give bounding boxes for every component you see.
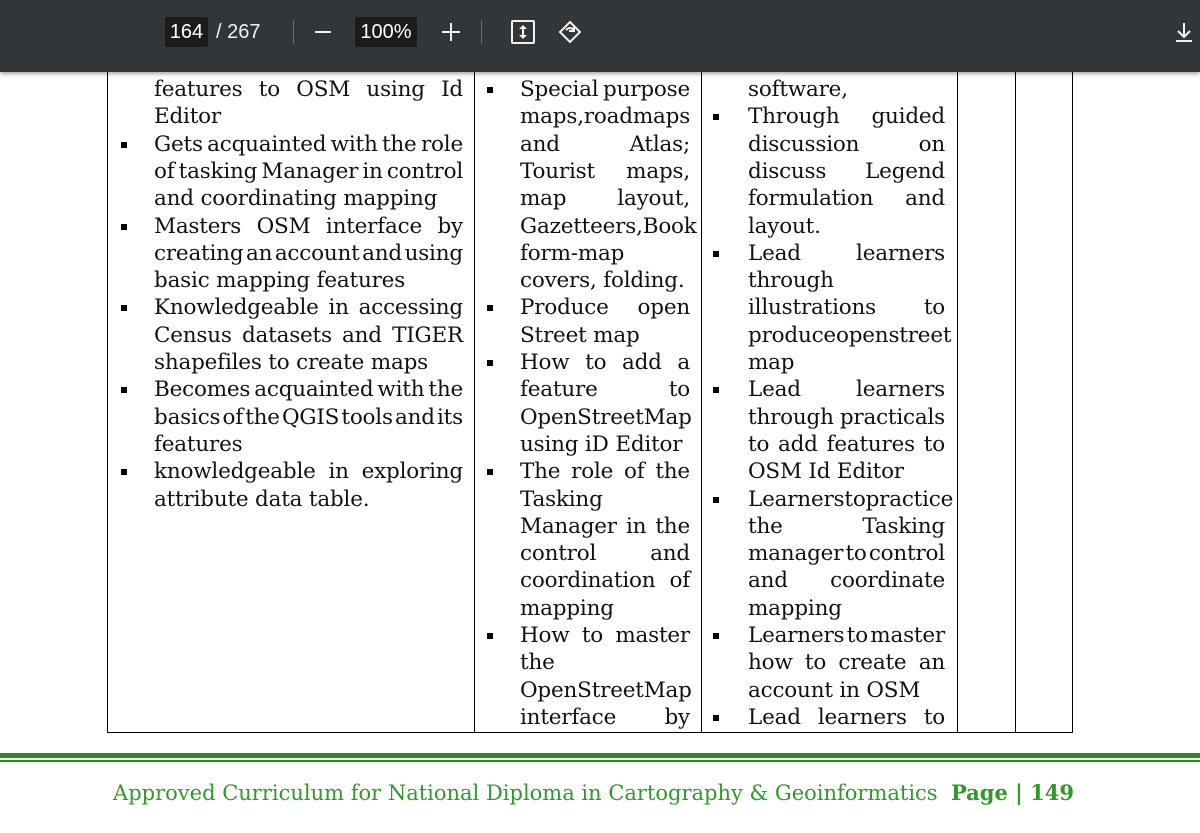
text-line: Street map — [520, 322, 640, 348]
bullet-icon — [713, 497, 719, 503]
text-line: interface by — [520, 704, 690, 730]
toolbar-divider — [293, 20, 294, 44]
page-number-input[interactable]: 164 — [165, 17, 208, 47]
text-line: control and — [520, 541, 690, 567]
text-line: produce open street — [748, 322, 952, 348]
bullet-icon — [487, 360, 493, 366]
text-line: OpenStreetMap — [520, 404, 692, 430]
text-line: basic mapping features — [154, 268, 406, 294]
bullet-item-text: Learners to practice — [748, 486, 954, 512]
text-line: OSM Id Editor — [748, 459, 904, 485]
table-border — [701, 72, 702, 732]
bullet-icon — [121, 224, 127, 230]
bullet-item-text: knowledgeable in exploring — [154, 459, 463, 485]
text-line: creating an account and using — [154, 240, 463, 266]
text-line: Tasking — [520, 486, 603, 512]
fit-page-icon — [509, 18, 537, 46]
page-total: / 267 — [216, 21, 261, 43]
text-line: Tourist maps, — [520, 158, 690, 184]
bullet-item-text: Lead learners to — [748, 704, 945, 730]
bullet-icon — [487, 305, 493, 311]
toolbar-divider — [481, 20, 482, 44]
text-line: account in OSM — [748, 677, 921, 703]
text-line: layout. — [748, 213, 821, 239]
text-line: of tasking Manager in control — [154, 158, 463, 184]
bullet-icon — [487, 87, 493, 93]
table-border — [1015, 72, 1016, 732]
pdf-toolbar — [0, 0, 1200, 72]
text-line: how to create an — [748, 650, 945, 676]
text-line: feature to — [520, 377, 690, 403]
bullet-icon — [121, 387, 127, 393]
bullet-icon — [121, 142, 127, 148]
text-line: Census datasets and TIGER — [154, 322, 463, 348]
bullet-item-text: Becomes acquainted with the — [154, 377, 463, 403]
text-line: Manager in the — [520, 513, 690, 539]
bullet-icon — [713, 114, 719, 120]
text-line: form-map — [520, 240, 625, 266]
bullet-item-text: Through guided — [748, 104, 945, 130]
bullet-item-text: How to add a — [520, 350, 690, 375]
zoom-in-button[interactable] — [433, 14, 469, 50]
bullet-icon — [487, 633, 493, 639]
bullet-icon — [713, 633, 719, 639]
text-line: the — [520, 650, 555, 676]
table-border — [1072, 72, 1073, 732]
bullet-item-text: Gets acquainted with the role — [154, 131, 463, 157]
text-line: illustrations to — [748, 295, 945, 321]
bullet-item-text: Produce open — [520, 295, 690, 321]
zoom-level-input[interactable]: 100% — [355, 17, 417, 47]
table-border — [107, 72, 108, 732]
footer-rule — [0, 753, 1200, 758]
table-border — [474, 72, 475, 732]
text-line: Editor — [154, 104, 221, 130]
bullet-item-text: The role of the — [520, 459, 690, 485]
bullet-icon — [713, 251, 719, 257]
text-line: and coordinating mapping — [154, 186, 438, 212]
bullet-item-text: Knowledgeable in accessing — [154, 295, 463, 321]
bullet-item-text: Special purpose — [520, 77, 690, 102]
text-line: map layout, — [520, 186, 690, 212]
bullet-item-text: Lead learners — [748, 240, 945, 266]
text-line: and coordinate — [748, 568, 945, 594]
table-border — [957, 72, 958, 732]
fit-page-button[interactable] — [505, 14, 541, 50]
rotate-button[interactable] — [552, 14, 588, 50]
text-line: map — [748, 350, 795, 375]
page-footer — [0, 780, 1187, 805]
text-line: features — [154, 431, 243, 457]
zoom-out-button[interactable] — [305, 14, 341, 50]
minus-icon — [313, 22, 333, 42]
plus-icon — [440, 21, 462, 43]
bullet-item-text: Masters OSM interface by — [154, 213, 463, 239]
text-line: attribute data table. — [154, 486, 370, 512]
rotate-icon — [555, 17, 585, 47]
text-line: coordination of — [520, 568, 690, 594]
download-icon — [1172, 20, 1196, 44]
text-line: discussion on — [748, 131, 945, 157]
text-line: mapping — [520, 595, 614, 621]
bullet-item-text: Learners to master — [748, 623, 945, 648]
text-line: to add features to — [748, 431, 945, 457]
bullet-item-text: Lead learners — [748, 377, 945, 403]
text-line: OpenStreetMap — [520, 677, 692, 703]
bullet-icon — [713, 387, 719, 393]
bullet-icon — [487, 469, 493, 475]
text-line: and Atlas; — [520, 131, 690, 157]
text-line: the Tasking — [748, 513, 945, 539]
bullet-icon — [121, 305, 127, 311]
text-line: through practicals — [748, 404, 945, 430]
footer-title: Approved Curriculum for National Diploma in Cartography & Geoinformatics — [113, 781, 938, 805]
footer-page-number: Page | 149 — [950, 780, 1074, 805]
text-line: through — [748, 268, 834, 294]
pdf-page — [0, 72, 1200, 833]
text-line: discuss Legend — [748, 158, 945, 184]
table-border — [107, 732, 1073, 733]
text-line: maps, roadmaps — [520, 104, 691, 130]
text-line: software, — [748, 77, 848, 102]
text-line: basics of the QGIS tools and its — [154, 404, 463, 430]
footer-rule — [0, 760, 1200, 762]
text-line: using iD Editor — [520, 431, 683, 457]
download-button[interactable] — [1166, 14, 1200, 50]
text-line: shapefiles to create maps — [154, 350, 428, 375]
text-line: manager to control — [748, 541, 945, 567]
text-line: Gazetteers, Book — [520, 213, 697, 239]
text-line: covers, folding. — [520, 268, 685, 294]
bullet-icon — [121, 469, 127, 475]
text-line: formulation and — [748, 186, 945, 212]
text-line: features to OSM using Id — [154, 77, 463, 102]
bullet-icon — [713, 715, 719, 721]
bullet-item-text: How to master — [520, 623, 690, 648]
text-line: mapping — [748, 595, 842, 621]
